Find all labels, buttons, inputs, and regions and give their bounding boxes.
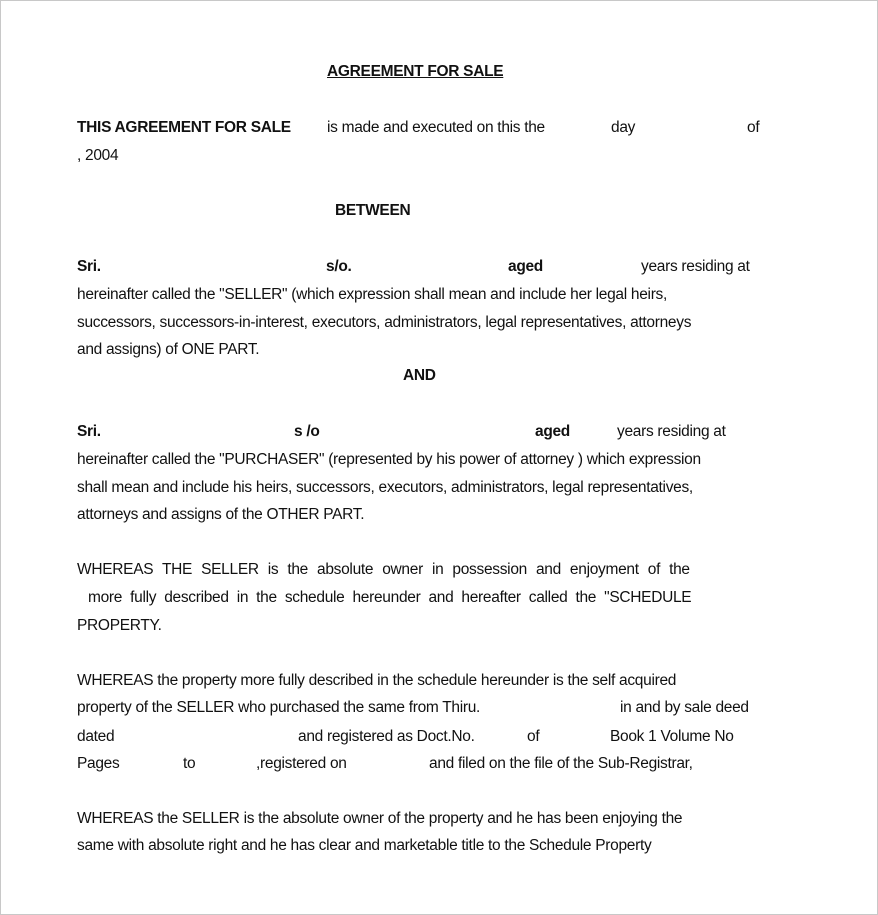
and-heading: AND <box>403 367 436 384</box>
purchaser-sri: Sri. <box>77 423 101 440</box>
seller-line-4: and assigns) of ONE PART. <box>77 341 260 358</box>
whereas-2-registered: and registered as Doct.No. <box>298 728 475 745</box>
whereas-2-book: Book 1 Volume No <box>610 728 734 745</box>
whereas-3-line-2: same with absolute right and he has clear and marketable title to the Schedule Property <box>77 837 652 854</box>
whereas-2-registered-on: ,registered on <box>256 755 347 772</box>
whereas-2-line-2b: in and by sale deed <box>620 699 749 716</box>
whereas-2-line-1: WHEREAS the property more fully described in the schedule hereunder is the self acquired <box>77 672 677 689</box>
purchaser-line-2: hereinafter called the "PURCHASER" (represented by his power of attorney ) which expression <box>77 451 701 468</box>
purchaser-so: s /o <box>294 423 320 440</box>
whereas-1-line-1: WHEREAS THE SELLER is the absolute owner in possession and enjoyment of the <box>77 561 690 578</box>
intro-year: , 2004 <box>77 147 119 164</box>
document-title: AGREEMENT FOR SALE <box>327 63 504 80</box>
whereas-2-filed: and filed on the file of the Sub-Registrar, <box>429 755 693 772</box>
intro-day: day <box>611 119 636 136</box>
seller-aged: aged <box>508 258 543 275</box>
seller-years: years residing at <box>641 258 750 275</box>
whereas-1-line-2: more fully described in the schedule hereunder and hereafter called the "SCHEDULE <box>88 589 692 606</box>
between-heading: BETWEEN <box>335 202 411 219</box>
whereas-2-dated: dated <box>77 728 115 745</box>
seller-sri: Sri. <box>77 258 101 275</box>
whereas-2-pages: Pages <box>77 755 120 772</box>
whereas-3-line-1: WHEREAS the SELLER is the absolute owner of the property and he has been enjoying the <box>77 810 683 827</box>
purchaser-years: years residing at <box>617 423 726 440</box>
whereas-2-to: to <box>183 755 196 772</box>
seller-line-3: successors, successors-in-interest, executors, administrators, legal representatives, attorneys <box>77 314 692 331</box>
purchaser-line-4: attorneys and assigns of the OTHER PART. <box>77 506 365 523</box>
intro-text: is made and executed on this the <box>327 119 545 136</box>
whereas-2-line-2a: property of the SELLER who purchased the same from Thiru. <box>77 699 481 716</box>
purchaser-line-3: shall mean and include his heirs, successors, executors, administrators, legal representatives, <box>77 479 693 496</box>
whereas-2-of: of <box>527 728 540 745</box>
seller-line-2: hereinafter called the "SELLER" (which expression shall mean and include her legal heirs, <box>77 286 668 303</box>
purchaser-aged: aged <box>535 423 570 440</box>
intro-of: of <box>747 119 760 136</box>
whereas-1-line-3: PROPERTY. <box>77 617 162 634</box>
intro-lead: THIS AGREEMENT FOR SALE <box>77 119 291 136</box>
seller-so: s/o. <box>326 258 352 275</box>
